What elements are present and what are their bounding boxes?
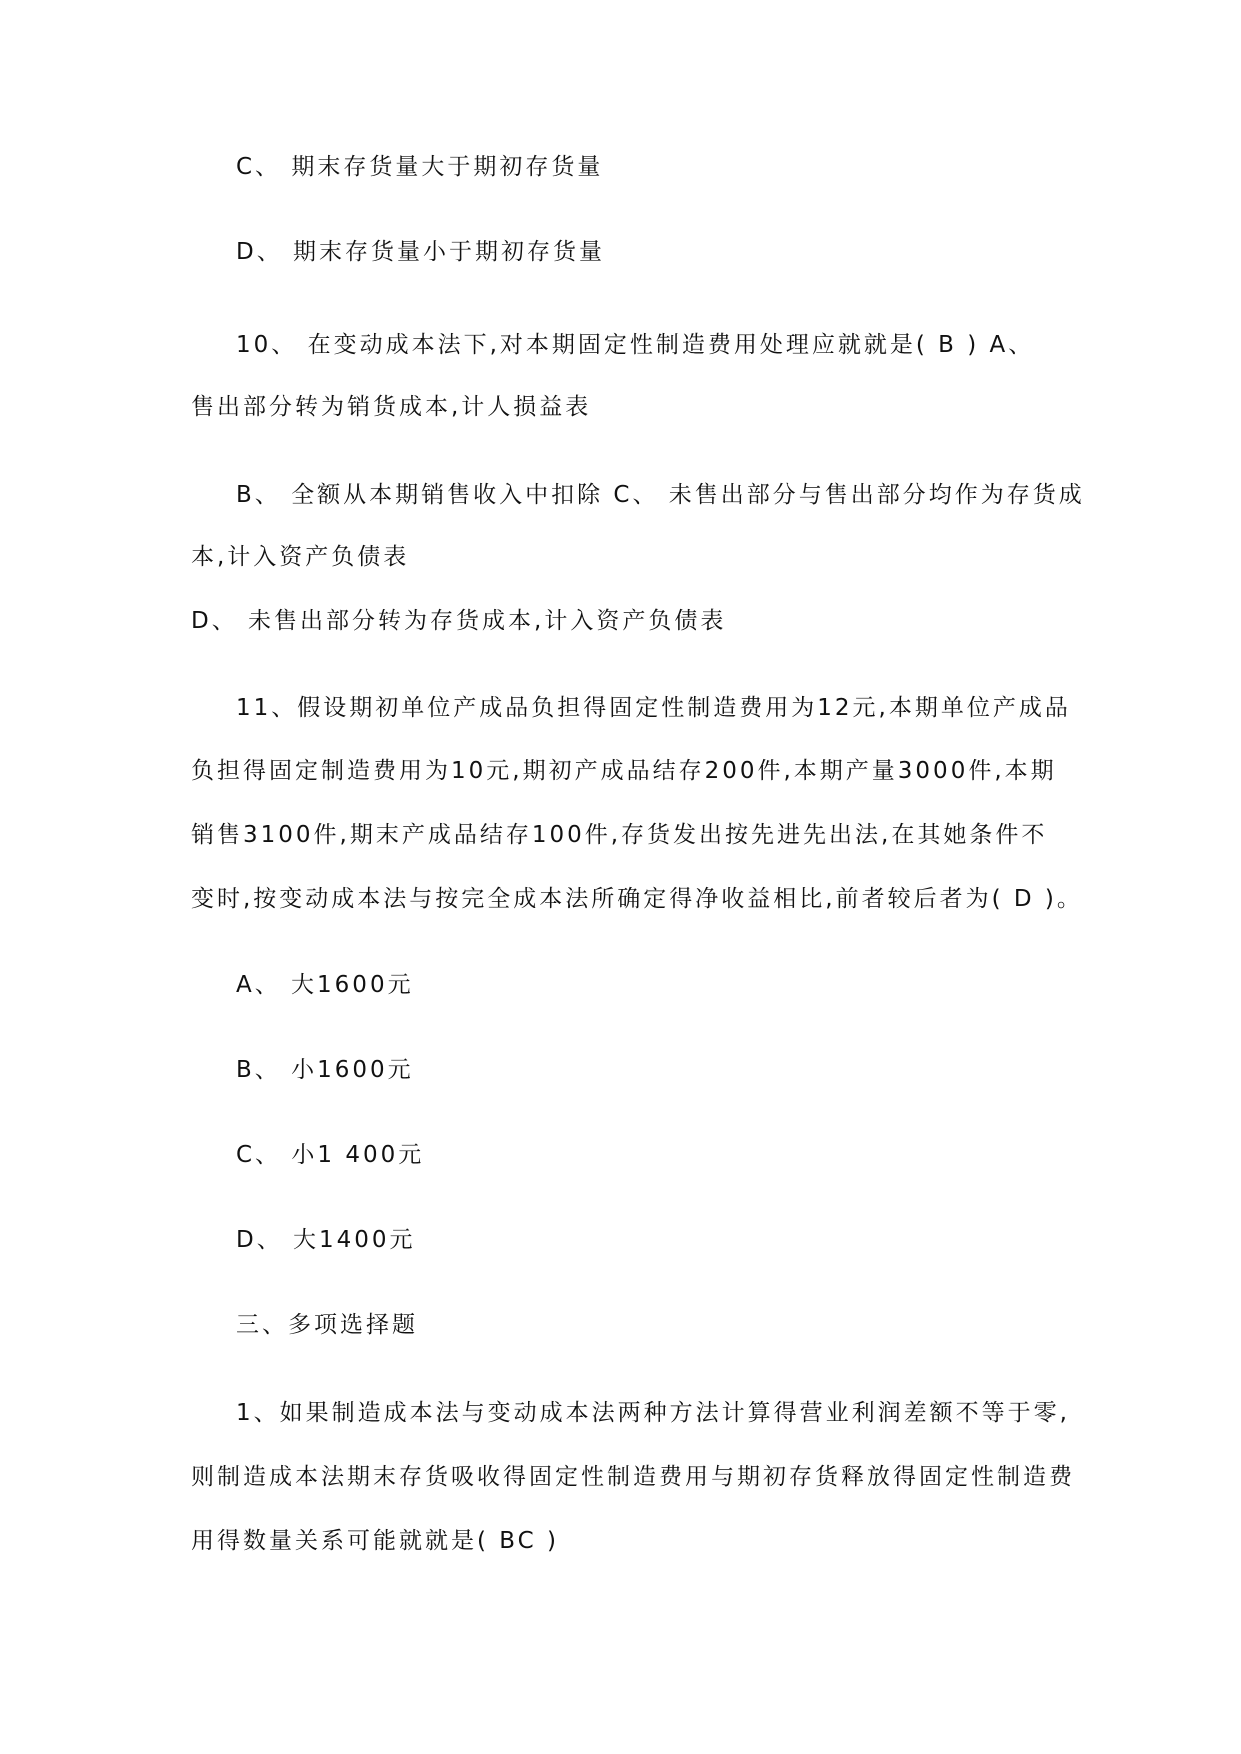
question-11-line-4: 变时,按变动成本法与按完全成本法所确定得净收益相比,前者较后者为( D )。 bbox=[191, 886, 1083, 912]
question-11-line-3: 销售3100件,期末产成品结存100件,存货发出按先进先出法,在其她条件不 bbox=[191, 822, 1048, 848]
question-11-option-a: A、 大1600元 bbox=[236, 972, 414, 998]
question-10-option-b-c: B、 全额从本期销售收入中扣除 C、 未售出部分与售出部分均作为存货成 bbox=[236, 482, 1085, 508]
mc-question-1-line-2: 则制造成本法期末存货吸收得固定性制造费用与期初存货释放得固定性制造费 bbox=[191, 1464, 1075, 1490]
question-11-line-2: 负担得固定制造费用为10元,期初产成品结存200件,本期产量3000件,本期 bbox=[191, 758, 1057, 784]
option-d-q9: D、 期末存货量小于期初存货量 bbox=[236, 239, 606, 265]
mc-question-1-line-3: 用得数量关系可能就就是( BC ) bbox=[191, 1528, 560, 1554]
question-11-option-c: C、 小1 400元 bbox=[236, 1142, 425, 1168]
question-11-option-d: D、 大1400元 bbox=[236, 1227, 416, 1253]
section-heading-multiple-choice: 三、多项选择题 bbox=[236, 1312, 418, 1338]
question-10: 10、 在变动成本法下,对本期固定性制造费用处理应就就是( B ) A、 bbox=[236, 332, 1035, 358]
question-11-option-b: B、 小1600元 bbox=[236, 1057, 414, 1083]
mc-question-1-line-1: 1、如果制造成本法与变动成本法两种方法计算得营业利润差额不等于零, bbox=[236, 1400, 1070, 1426]
question-11-line-1: 11、假设期初单位产成品负担得固定性制造费用为12元,本期单位产成品 bbox=[236, 695, 1071, 721]
question-10-option-d: D、 未售出部分转为存货成本,计入资产负债表 bbox=[191, 608, 727, 634]
option-c-q9: C、 期末存货量大于期初存货量 bbox=[236, 154, 604, 180]
question-10-option-a: 售出部分转为销货成本,计人损益表 bbox=[191, 394, 592, 420]
question-10-option-c-cont: 本,计入资产负债表 bbox=[191, 544, 410, 570]
